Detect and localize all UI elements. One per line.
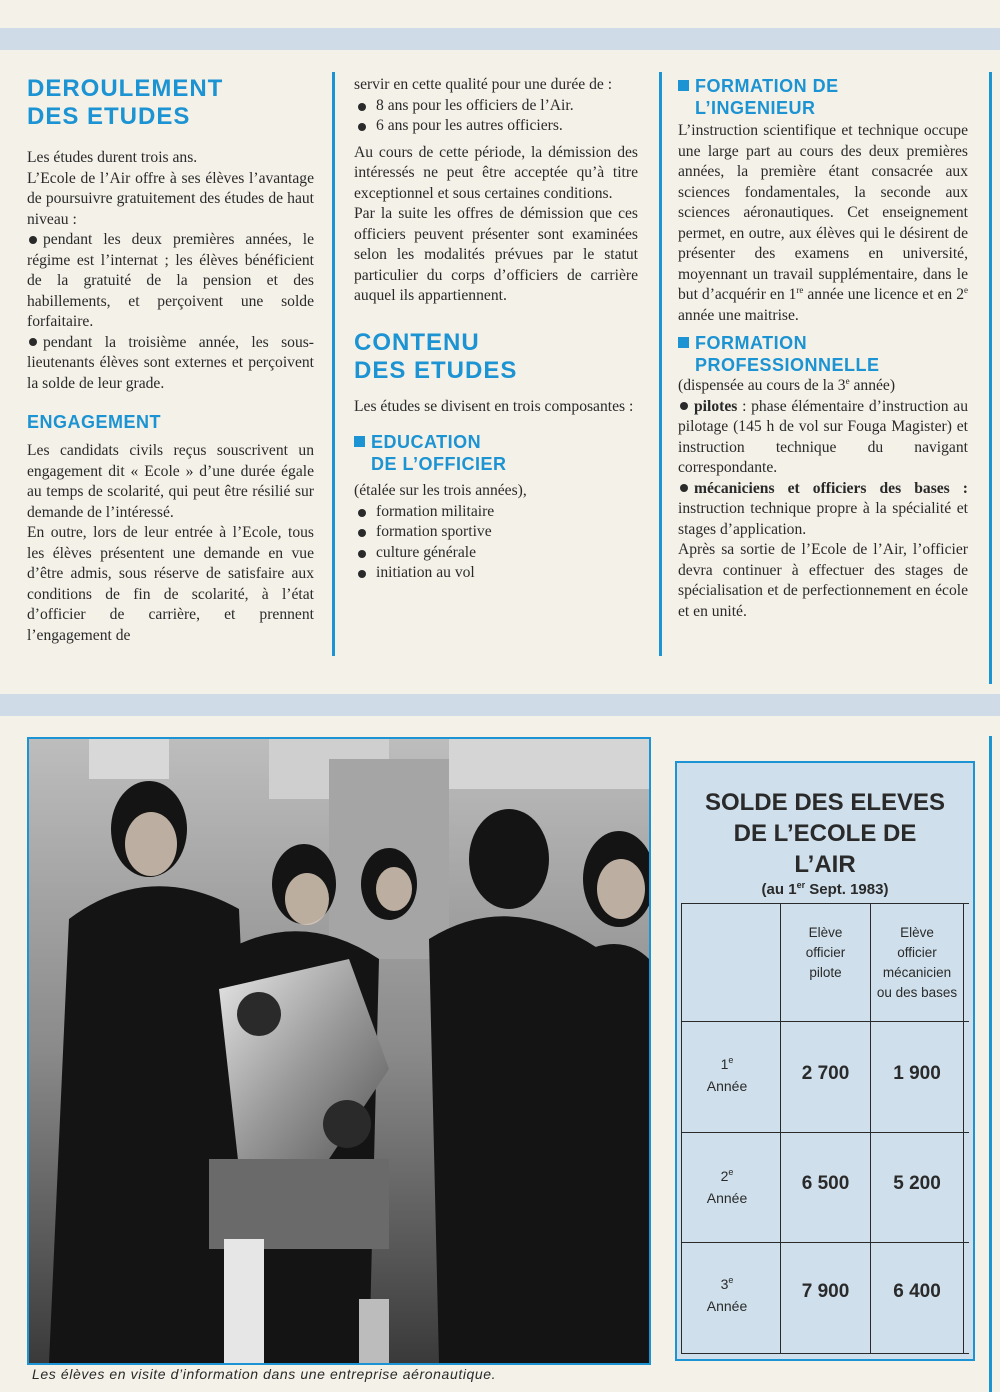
photo-students-visit [27,737,651,1365]
solde-table-box [675,761,975,1361]
bullet-item: pendant les deux premières années, le régime est l’internat ; les élèves bénéficient de la gratuité de la pension et des habillements, et perçoivent une solde forfaitaire. [27,231,314,330]
list-item: initiation au vol [354,563,638,584]
paragraph: L’instruction scientifique et technique occupe une large part au cours des deux premières années, la première étant consacrée aux sciences fondamentales, la seconde aux sciences aéronautiques. Cet enseignement permet, en outre, aux élèves qui le désirent de présenter des examens en université, moyennant un travail supplémentaire, dans le but d’acquérir en 1re année une licence et en 2e année une maitrise. [678,122,968,324]
table-line [681,1353,969,1354]
column-rule-4 [989,736,992,1392]
bullet-item: pilotes : phase élémentaire d’instruction au pilotage (145 h de vol sur Fouga Magister) et instruction technique du navigant correspondante. [678,397,968,476]
bullet-icon [358,550,366,558]
column-rule-3 [989,72,992,684]
table-line [681,903,969,904]
section-title-engagement: ENGAGEMENT [27,412,162,432]
table-line [681,1021,969,1022]
column-header-mecanicien: Elève officier mécanicien ou des bases [876,925,958,1000]
paragraph: Au cours de cette période, la démission des intéressés ne peut être acceptée qu’à titre exceptionnel et sous certaines conditions. [354,143,638,202]
row-label: 1e Année [706,1055,748,1094]
table-cell: 1 900 [893,1063,941,1084]
subsection-title-education: EDUCATION DE L’OFFICIER [354,431,638,475]
bullet-icon [358,509,366,517]
paragraph: Les candidats civils reçus souscrivent un engagement dit « Ecole » d’une durée égale au temps de scolarité, qui peut être résilié sur demande de l’intéressé. [27,442,314,521]
paragraph: Les études durent trois ans. [27,149,198,166]
bullet-item: 6 ans pour les autres officiers. [354,116,638,137]
middle-band [0,694,1000,716]
list-item: formation militaire [354,502,638,523]
paragraph: Par la suite les offres de démission que ces officiers peuvent présenter sont examinées selon les modalités prévues par le statut particulier du corps d’officiers de carrière auquel ils appartiennent. [354,205,638,304]
education-list [354,502,638,584]
table-cell: 7 900 [801,1281,850,1302]
paragraph: Les études se divisent en trois composantes : [354,397,634,415]
bullet-item: pendant la troisième année, les sous-lieutenants élèves sont externes et perçoivent la solde de leur grade. [27,333,314,392]
column-1 [27,75,314,646]
table-line [681,1132,969,1133]
square-bullet-icon [678,80,689,91]
table-cell: 5 200 [893,1173,941,1194]
row-label: 2e Année [706,1167,748,1206]
paragraph: (étalée sur les trois années), [354,482,527,499]
list-item: formation sportive [354,522,638,543]
paragraph: servir en cette qualité pour une durée de : [354,76,613,93]
paragraph: Après sa sortie de l’Ecole de l’Air, l’officier devra continuer à effectuer des stages de spécialisation et de perfectionnement en école et en unité. [678,541,968,620]
bullet-icon [358,570,366,578]
column-2 [354,75,638,584]
bullet-icon [358,103,366,111]
paragraph: En outre, lors de leur entrée à l’Ecole, tous les élèves présentent une demande en vue d’être admis, sous réserve de satisfaire aux conditions de fin de scolarité, à l’état d’officier de carrière, et prennent l’engagement de [27,524,314,644]
table-cell: 6 400 [893,1281,941,1302]
table-line [681,1242,969,1243]
bullet-icon [29,236,37,244]
column-rule-2 [659,72,662,656]
table-cell: 6 500 [801,1173,850,1194]
row-label: 3e Année [706,1275,748,1314]
bullet-icon [358,123,366,131]
paragraph: (dispensée au cours de la 3e année) [678,376,896,394]
paragraph: L’Ecole de l’Air offre à ses élèves l’avantage de poursuivre gratuitement des études de haut niveau : [27,169,314,228]
bullet-icon [358,529,366,537]
table-line [963,903,964,1353]
table-date: (au 1er Sept. 1983) [761,880,889,898]
photo-caption: Les élèves en visite d’information dans une entreprise aéronautique. [32,1366,497,1382]
section-title-deroulement: DEROULEMENT DES ETUDES [27,75,224,130]
bullet-item: mécaniciens et officiers des bases : instruction technique propre à la spécialité et stages d’application. [678,479,968,538]
bullet-icon [680,402,688,410]
subsection-title-ingenieur: FORMATION DE L’INGENIEUR [678,75,968,119]
section-title-contenu: CONTENU DES ETUDES [354,328,518,384]
column-3 [678,75,968,622]
subsection-title-professionnelle: FORMATION PROFESSIONNELLE [678,332,968,376]
top-band [0,28,1000,50]
square-bullet-icon [354,436,365,447]
table-line [681,903,682,1353]
bullet-icon [680,484,688,492]
column-header-pilote: Elève officier pilote [805,925,846,980]
bullet-icon [29,338,37,346]
column-rule-1 [332,72,335,656]
table-cell: 2 700 [801,1063,850,1084]
photo-illustration [29,739,649,1363]
bullet-item: 8 ans pour les officiers de l’Air. [354,96,638,117]
table-title: SOLDE DES ELEVES DE L’ECOLE DE L’AIR [704,789,946,878]
square-bullet-icon [678,337,689,348]
list-item: culture générale [354,543,638,564]
